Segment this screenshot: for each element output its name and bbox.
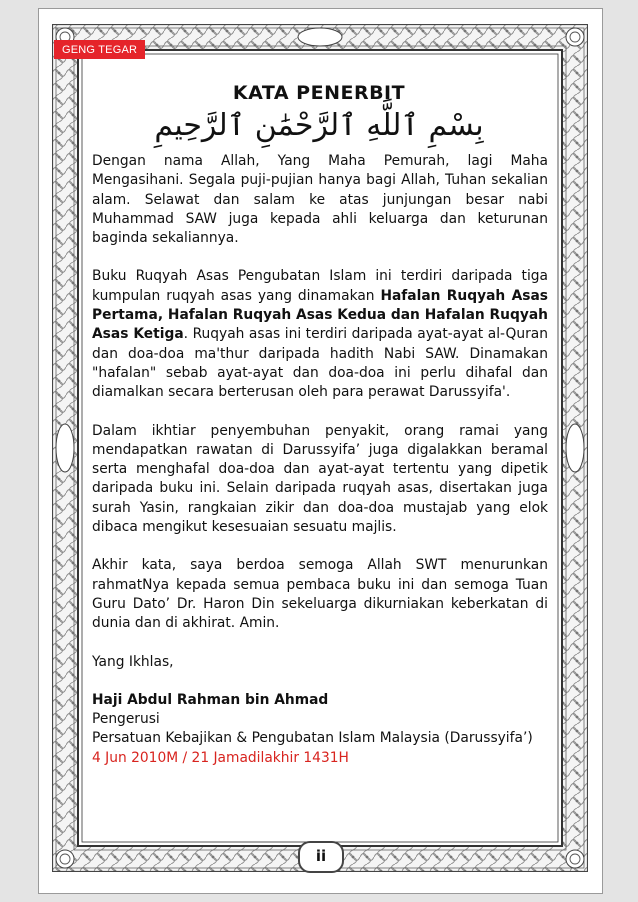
- signatory-name: Haji Abdul Rahman bin Ahmad: [92, 691, 329, 708]
- page-number: ii: [298, 841, 344, 873]
- closing-line: Yang Ikhlas,: [92, 653, 174, 670]
- signature-block: [92, 691, 548, 768]
- signatory-organisation: Persatuan Kebajikan & Pengubatan Islam Malaysia (Darussyifa’): [92, 730, 533, 747]
- paragraph-2-intro: Buku Ruqyah Asas Pengubatan Islam ini terdiri daripada tiga kumpulan ruqyah asas yang dinamakan: [92, 268, 548, 304]
- signatory-role: Pengerusi: [92, 711, 160, 728]
- signature-date: 4 Jun 2010M / 21 Jamadilakhir 1431H: [92, 749, 349, 766]
- paragraph-2: [92, 267, 548, 402]
- paragraph-2-rest: . Ruqyah asas ini terdiri daripada ayat-ayat al-Quran dan doa-doa ma'thur daripada hadith Nabi SAW. Dinamakan "hafalan" sebab ayat-ayat dan doa-doa ini perlu dihafal dan diamalkan secara berterusan oleh para perawat Darussyifa'.: [92, 326, 548, 401]
- paragraph-2-hafalan-titles: Hafalan Ruqyah Asas Pertama, Hafalan Ruqyah Asas Kedua dan Hafalan Ruqyah Asas Ketiga: [92, 287, 548, 343]
- page-title: KATA PENERBIT: [232, 82, 406, 104]
- paragraph-4: Akhir kata, saya berdoa semoga Allah SWT menurunkan rahmatNya kepada semua pembaca buku ini dan semoga Tuan Guru Dato’ Dr. Haron Din sekeluarga dikurniakan keberkatan di dunia dan di akhirat. Amin.: [92, 557, 548, 632]
- paragraph-3: Dalam ikhtiar penyembuhan penyakit, orang ramai yang mendapatkan rawatan di Darussyifa’ juga digalakkan beramal serta menghafal doa-doa dan ayat-ayat tertentu yang dipetik daripada buku ini. Selain daripada ruqyah asas, disertakan juga surah Yasin, rangkaian zikir dan doa-doa mustajab yang elok dibaca mengikut kesesuaian sesuatu majlis.: [92, 422, 548, 536]
- series-badge: GENG TEGAR: [54, 40, 145, 59]
- bismillah-calligraphy: بِسْمِ ٱللَّهِ ٱلرَّحْمَٰنِ ٱلرَّحِيمِ: [154, 108, 484, 143]
- foreword-body: [92, 152, 548, 768]
- paragraph-1: Dengan nama Allah, Yang Maha Pemurah, lagi Maha Mengasihani. Segala puji-pujian hanya bagi Allah, Tuhan sekalian alam. Selawat dan salam ke atas junjungan besar nabi Muhammad SAW juga kepada ahli keluarga dan keturunan baginda sekaliannya.: [92, 153, 548, 247]
